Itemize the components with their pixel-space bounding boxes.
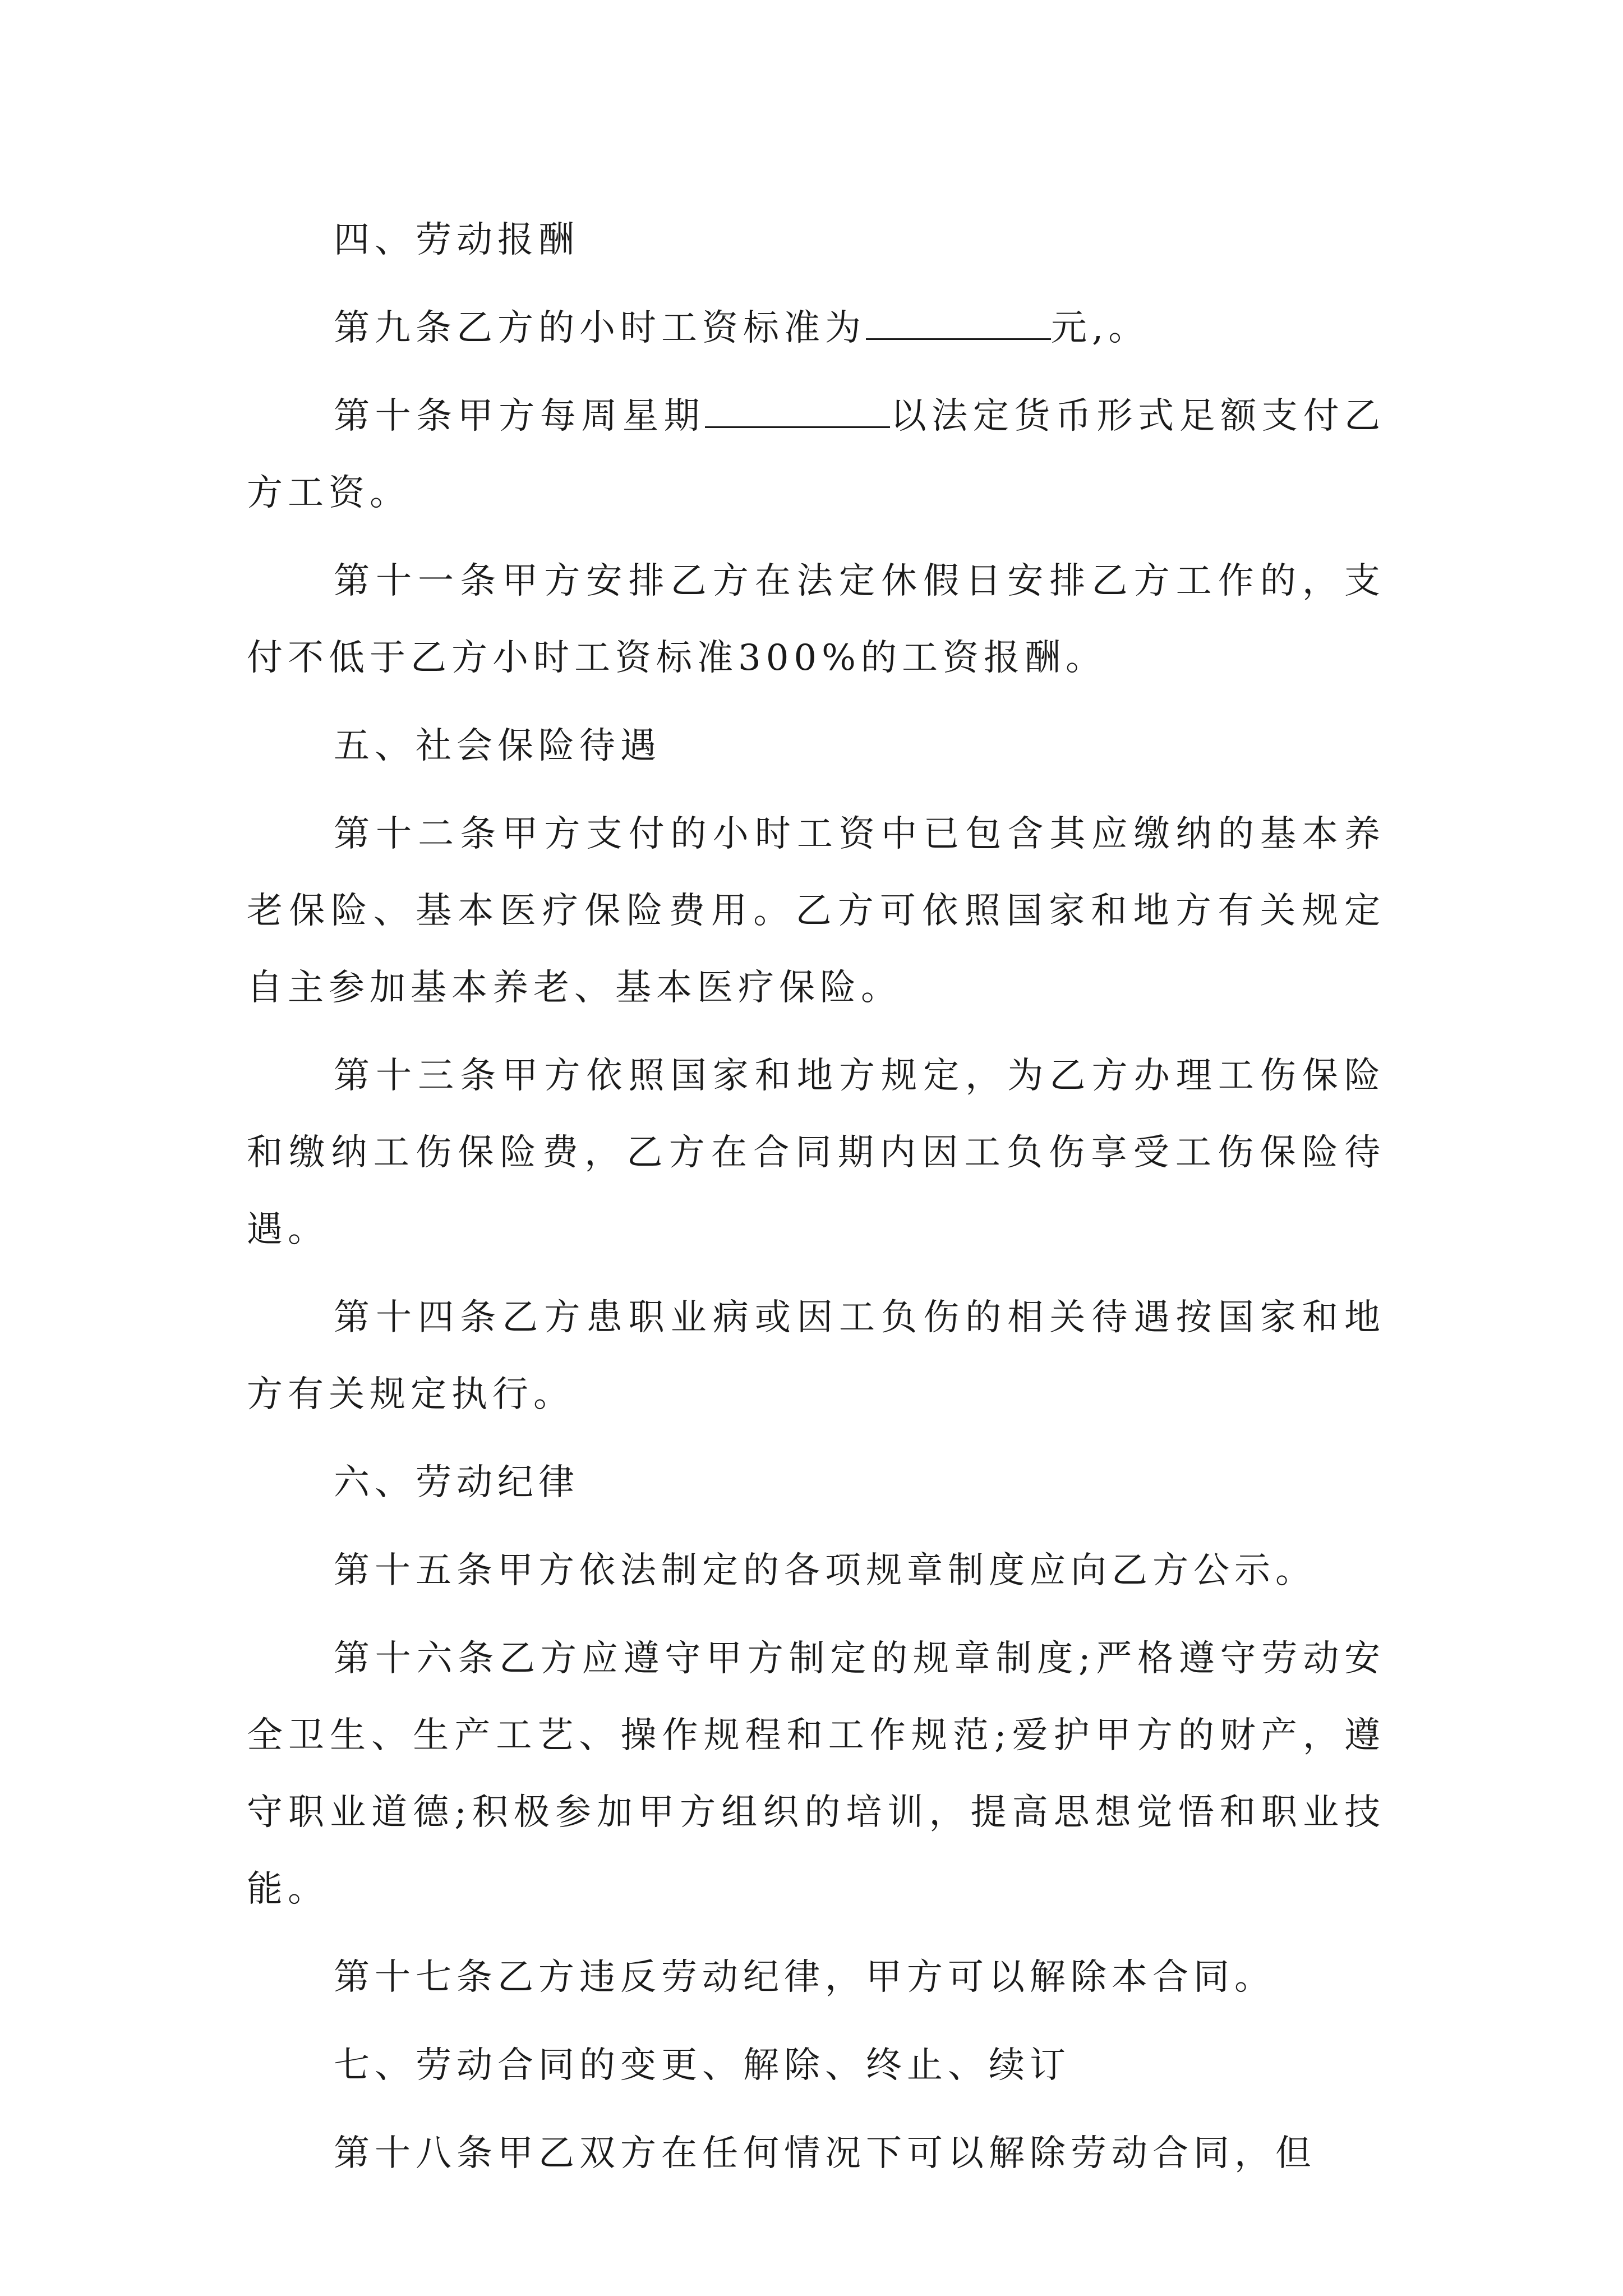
article-18: 第十八条甲乙双方在任何情况下可以解除劳动合同，但	[334, 2133, 1316, 2174]
document-body	[247, 202, 1385, 2203]
article-9-text: 第九条乙方的小时工资标准为	[334, 307, 866, 349]
article-9-suffix: 元,。	[1051, 307, 1150, 349]
article-14: 第十四条乙方患职业病或因工负伤的相关待遇按国家和地方有关规定执行。	[247, 1297, 1385, 1415]
article-11: 第十一条甲方安排乙方在法定休假日安排乙方工作的，支付不低于乙方小时工资标准300%的工资报酬。	[247, 560, 1385, 679]
article-17: 第十七条乙方违反劳动纪律，甲方可以解除本合同。	[334, 1957, 1275, 1998]
article-13: 第十三条甲方依照国家和地方规定，为乙方办理工伤保险和缴纳工伤保险费，乙方在合同期内因工负伤享受工伤保险待遇。	[247, 1055, 1385, 1250]
article-16: 第十六条乙方应遵守甲方制定的规章制度;严格遵守劳动安全卫生、生产工艺、操作规程和工作规范;爱护甲方的财产，遵守职业道德;积极参加甲方组织的培训，提高思想觉悟和职业技能。	[247, 1638, 1385, 1910]
section-heading-social-insurance: 五、社会保险待遇	[334, 725, 661, 767]
payday-blank	[705, 397, 890, 428]
section-heading-labor-discipline: 六、劳动纪律	[334, 1462, 579, 1503]
article-10-suffix: 以法定货币形式足额支付乙方工资。	[247, 395, 1386, 514]
article-15: 第十五条甲方依法制定的各项规章制度应向乙方公示。	[334, 1550, 1316, 1591]
article-10	[247, 378, 1385, 532]
section-heading-contract-changes: 七、劳动合同的变更、解除、终止、续订	[334, 2045, 1071, 2086]
hourly-wage-blank	[866, 309, 1051, 340]
article-12: 第十二条甲方支付的小时工资中已包含其应缴纳的基本养老保险、基本医疗保险费用。乙方可依照国家和地方有关规定自主参加基本养老、基本医疗保险。	[247, 813, 1385, 1009]
article-10-text: 第十条甲方每周星期	[334, 395, 706, 437]
article-9	[247, 290, 1385, 367]
section-heading-labor-pay: 四、劳动报酬	[334, 219, 579, 261]
